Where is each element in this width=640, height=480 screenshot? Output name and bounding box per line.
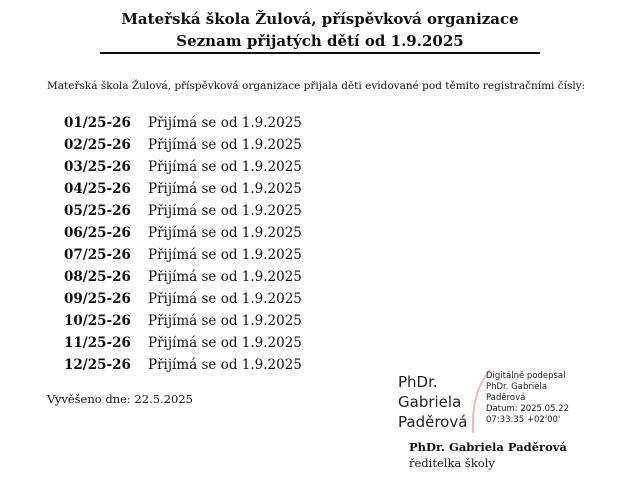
document-title: Mateřská škola Žulová, příspěvková organizace [121,10,519,28]
signer-block [409,439,567,471]
registration-status: Přijímá se od 1.9.2025 [148,247,302,263]
registration-row [64,244,302,266]
signature-detail-line: Digitálně podepsal [486,371,566,381]
signer-name: PhDr. Gabriela Paděrová [409,440,567,454]
signer-role: ředitelka školy [409,456,495,470]
registration-code: 09/25-26 [64,291,131,307]
registration-status: Přijímá se od 1.9.2025 [148,357,302,373]
registration-row [64,134,302,156]
registration-code: 03/25-26 [64,159,131,175]
digital-signature-name [398,372,467,432]
registration-status: Přijímá se od 1.9.2025 [148,225,302,241]
registration-code: 05/25-26 [64,203,131,219]
registration-code: 11/25-26 [64,335,131,351]
registration-row [64,332,302,354]
document-header [100,8,540,52]
registration-status: Přijímá se od 1.9.2025 [148,115,302,131]
registration-row [64,156,302,178]
registration-row [64,354,302,376]
registration-row [64,288,302,310]
registration-status: Přijímá se od 1.9.2025 [148,181,302,197]
registration-row [64,112,302,134]
registration-status: Přijímá se od 1.9.2025 [148,159,302,175]
registration-row [64,310,302,332]
digital-signature-details [486,371,569,426]
registration-status: Přijímá se od 1.9.2025 [148,291,302,307]
registration-list [64,112,302,376]
registration-code: 06/25-26 [64,225,131,241]
signature-detail-line: 07:33:35 +02'00' [486,415,561,425]
registration-row [64,222,302,244]
registration-status: Přijímá se od 1.9.2025 [148,269,302,285]
posted-date: Vyvěšeno dne: 22.5.2025 [47,392,193,406]
registration-status: Přijímá se od 1.9.2025 [148,335,302,351]
registration-status: Přijímá se od 1.9.2025 [148,203,302,219]
registration-code: 12/25-26 [64,357,131,373]
signature-detail-line: Datum: 2025.05.22 [486,404,569,414]
intro-paragraph: Mateřská škola Žulová, příspěvková organizace přijala děti evidované pod těmito registračními čísly: [47,80,586,92]
registration-row [64,266,302,288]
document-subtitle: Seznam přijatých dětí od 1.9.2025 [176,32,464,50]
signature-detail-line: Paděrová [486,393,526,403]
registration-code: 02/25-26 [64,137,131,153]
registration-row [64,200,302,222]
registration-code: 08/25-26 [64,269,131,285]
registration-status: Přijímá se od 1.9.2025 [148,137,302,153]
registration-code: 04/25-26 [64,181,131,197]
registration-code: 10/25-26 [64,313,131,329]
signature-name-line: Gabriela [398,393,462,411]
signature-name-line: PhDr. [398,373,438,391]
registration-row [64,178,302,200]
signature-name-line: Paděrová [398,413,468,431]
registration-code: 07/25-26 [64,247,131,263]
signature-detail-line: PhDr. Gabriela [486,382,548,392]
registration-code: 01/25-26 [64,115,131,131]
header-divider [100,52,540,54]
registration-status: Přijímá se od 1.9.2025 [148,313,302,329]
